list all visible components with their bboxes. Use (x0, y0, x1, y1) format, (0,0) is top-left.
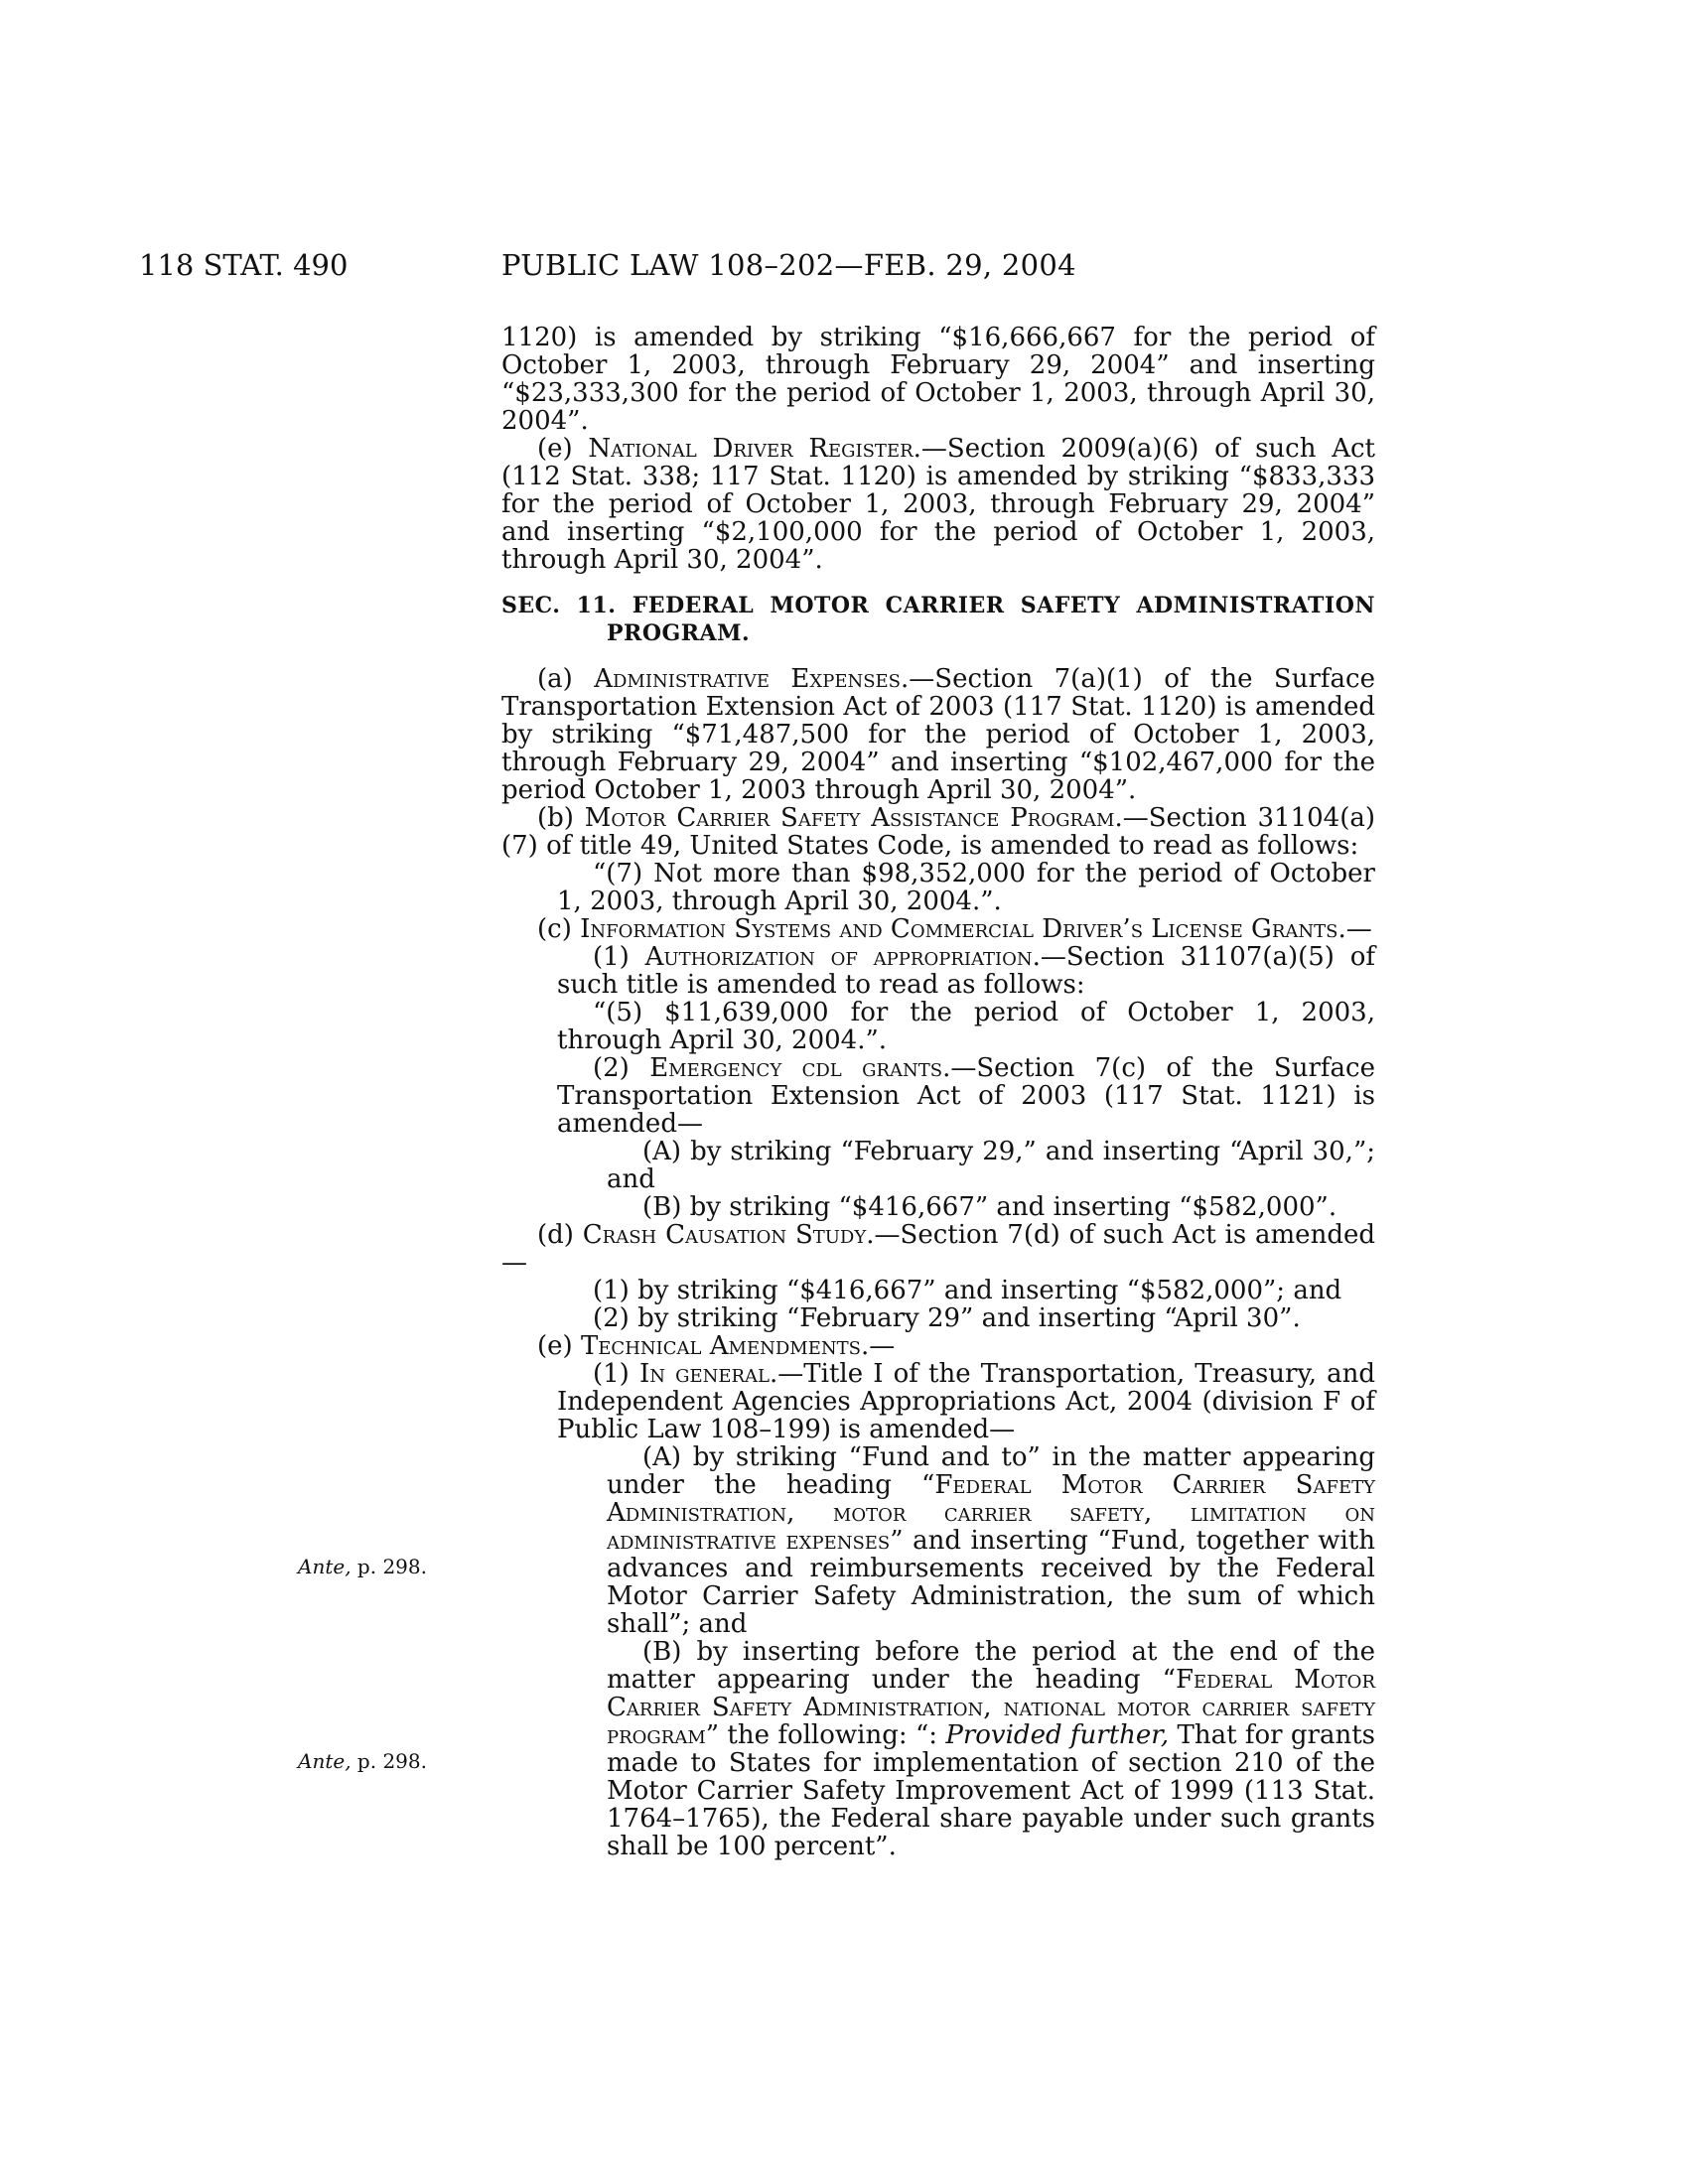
paragraph-d1: (1) by striking “$416,667” and inserting “$582,000”; and (593, 1276, 1342, 1305)
paragraph-d-crash-causation: (d) Crash Causation Study.—Section 7(d) of such Act is amended— (501, 1220, 1375, 1278)
margin-note-2: Ante, p. 298. (298, 1749, 427, 1773)
public-law-title: PUBLIC LAW 108–202—FEB. 29, 2004 (501, 248, 1076, 282)
paragraph-c-info-systems: (c) Information Systems and Commercial Driver’s License Grants.— (537, 914, 1372, 944)
paragraph-e-national-driver-register: (e) National Driver Register.—Section 2009(a)(6) of such Act (112 Stat. 338; 117 Stat. 1120) is amended by striking “$833,333 for the period of October 1, 2003, through February 29, 2004” and inserting “$2,100,000 for the period of October 1, 2003, through April 30, 2004”. (501, 434, 1375, 575)
subparagraph-e1b: (B) by inserting before the period at the end of the matter appearing under the heading “Federal Motor Carrier Safety Administration, national motor carrier safety program” the following: “: Provided further, That for grants made to States for implementation of section 210 of the Motor Carrier Safety Improvement Act of 1999 (113 Stat. 1764–1765), the Federal share payable under such grants shall be 100 percent”. (607, 1637, 1376, 1861)
paragraph-b-mcsap: (b) Motor Carrier Safety Assistance Program.—Section 31104(a)(7) of title 49, United States Code, is amended to read as follows: (501, 803, 1376, 861)
paragraph-e-technical-amendments: (e) Technical Amendments.— (537, 1331, 896, 1361)
paragraph-d2: (2) by striking “February 29” and inserting “April 30”. (593, 1303, 1301, 1333)
page-header (0, 248, 1688, 288)
paragraph-continued: 1120) is amended by striking “$16,666,667 for the period of October 1, 2003, through February 29, 2004” and inserting “$23,333,300 for the period of October 1, 2003, through April 30, 2004”. (501, 323, 1375, 436)
subparagraph-c2a: (A) by striking “February 29,” and inserting “April 30,”; and (607, 1137, 1375, 1194)
margin-note-1: Ante, p. 298. (298, 1555, 427, 1578)
quote-7: “(7) Not more than $98,352,000 for the period of October 1, 2003, through April 30, 2004.”. (557, 859, 1375, 916)
paragraph-a-administrative-expenses: (a) Administrative Expenses.—Section 7(a)(1) of the Surface Transportation Extension Act of 2003 (117 Stat. 1120) is amended by striking “$71,487,500 for the period of October 1, 2003, through February 29, 2004” and inserting “$102,467,000 for the period October 1, 2003 through April 30, 2004”. (501, 664, 1375, 805)
stat-page-number: 118 STAT. 490 (139, 248, 349, 282)
quote-5: “(5) $11,639,000 for the period of October 1, 2003, through April 30, 2004.”. (557, 998, 1375, 1055)
paragraph-c2-emergency-cdl: (2) Emergency cdl grants.—Section 7(c) of the Surface Transportation Extension Act of 2003 (117 Stat. 1121) is amended— (557, 1053, 1375, 1139)
subparagraph-e1a: (A) by striking “Fund and to” in the matter appearing under the heading “Federal Motor Carrier Safety Administration, motor carrier safety, limitation on administrative expenses” and inserting “Fund, together with advances and reimbursements received by the Federal Motor Carrier Safety Administration, the sum of which shall”; and (607, 1442, 1376, 1639)
paragraph-e1-in-general: (1) In general.—Title I of the Transportation, Treasury, and Independent Agencies Appropriations Act, 2004 (division F of Public Law 108–199) is amended— (557, 1359, 1375, 1444)
document-body (501, 324, 1375, 1860)
section-11-heading: SEC. 11. FEDERAL MOTOR CARRIER SAFETY ADMINISTRATION PROGRAM. (501, 593, 1375, 646)
paragraph-c1-authorization: (1) Authorization of appropriation.—Section 31107(a)(5) of such title is amended to read as follows: (557, 942, 1376, 1000)
subparagraph-c2b: (B) by striking “$416,667” and inserting “$582,000”. (642, 1192, 1337, 1222)
